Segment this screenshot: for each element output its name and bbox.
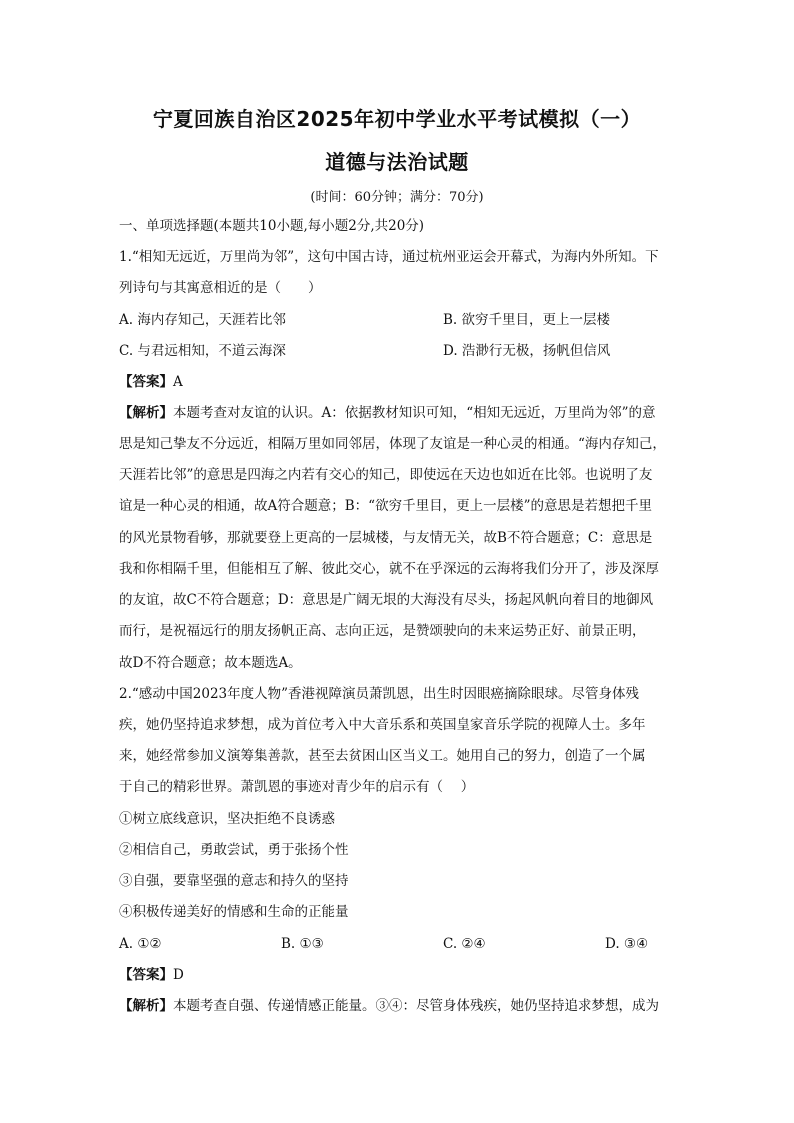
q1-analysis-line: 谊是一种心灵的相通，故A符合题意；B：“欲穷千里目，更上一层楼”的意思是若想把千里 <box>119 498 652 514</box>
q1-analysis-line: 的友谊，故C不符合题意；D：意思是广阔无垠的大海没有尽头，扬起风帆向着目的地御风 <box>119 592 654 608</box>
answer-label: 【答案】 <box>119 374 173 390</box>
q1-option-a: A. 海内存知己，天涯若比邻 <box>119 312 286 328</box>
q1-analysis-line: 思是知己挚友不分远近，相隔万里如同邻居，体现了友谊是一种心灵的相通。“海内存知己， <box>119 436 666 452</box>
q1-answer <box>119 372 183 392</box>
answer-value: D <box>173 967 184 983</box>
exam-time-info: (时间：60分钟；满分：70分) <box>310 190 484 205</box>
section-heading: 一、单项选择题(本题共10小题,每小题2分,共20分) <box>119 218 425 234</box>
q2-item: ②相信自己，勇敢尝试，勇于张扬个性 <box>119 842 349 858</box>
analysis-label: 【解析】 <box>119 998 173 1014</box>
q2-answer <box>119 965 184 985</box>
q2-option-d: D. ③④ <box>605 936 649 952</box>
q2-stem-line: 来，她经常参加义演筹集善款，甚至去贫困山区当义工。她用自己的努力，创造了一个属 <box>119 748 646 764</box>
q2-stem-line: 2.“感动中国2023年度人物”香港视障演员萧凯恩，出生时因眼癌摘除眼球。尽管身体残 <box>119 686 640 702</box>
q2-option-c: C. ②④ <box>443 936 486 952</box>
answer-value: A <box>173 374 183 390</box>
q1-analysis-line <box>119 403 656 423</box>
q1-option-b: B. 欲穷千里目，更上一层楼 <box>443 312 611 328</box>
answer-label: 【答案】 <box>119 967 173 983</box>
q1-analysis-line: 故D不符合题意；故本题选A。 <box>119 655 302 671</box>
q1-option-d: D. 浩渺行无极，扬帆但信风 <box>443 343 611 359</box>
q1-option-c: C. 与君远相知，不道云海深 <box>119 343 286 359</box>
q1-stem-line: 列诗句与其寓意相近的是（ ） <box>119 280 322 296</box>
q2-stem-line: 于自己的精彩世界。萧凯恩的事迹对青少年的启示有（ ） <box>119 779 475 795</box>
q2-option-a: A. ①② <box>119 936 162 952</box>
q1-analysis-line: 天涯若比邻”的意思是四海之内若有交心的知己，即使远在天边也如近在比邻。也说明了友 <box>119 467 653 483</box>
q1-analysis-line: 而行，是祝福远行的朋友扬帆正高、志向正远，是赞颂驶向的未来运势正好、前景正明， <box>119 623 646 639</box>
exam-subject: 道德与法治试题 <box>325 150 469 174</box>
q1-stem-line: 1.“相知无远近，万里尚为邻”，这句中国古诗，通过杭州亚运会开幕式，为海内外所知。下 <box>119 249 659 265</box>
q2-item: ③自强，要靠坚强的意志和持久的坚持 <box>119 873 349 889</box>
q2-item: ①树立底线意识，坚决拒绝不良诱惑 <box>119 811 335 827</box>
q2-stem-line: 疾，她仍坚持追求梦想，成为首位考入中大音乐系和英国皇家音乐学院的视障人士。多年 <box>119 717 646 733</box>
analysis-text: 本题考查自强、传递情感正能量。③④：尽管身体残疾，她仍坚持追求梦想，成为 <box>173 998 659 1014</box>
analysis-text: 本题考查对友谊的认识。A：依据教材知识可知，“相知无远近，万里尚为邻”的意 <box>173 405 656 421</box>
q2-analysis-line <box>119 996 659 1016</box>
exam-title: 宁夏回族自治区2025年初中学业水平考试模拟（一） <box>152 107 642 131</box>
q2-option-b: B. ①③ <box>281 936 324 952</box>
q2-item: ④积极传递美好的情感和生命的正能量 <box>119 904 349 920</box>
q1-analysis-line: 的风光景物看够，那就要登上更高的一层城楼，与友情无关，故B不符合题意；C：意思是 <box>119 530 653 546</box>
q1-analysis-line: 我和你相隔千里，但能相互了解、彼此交心，就不在乎深远的云海将我们分开了，涉及深厚 <box>119 561 659 577</box>
analysis-label: 【解析】 <box>119 405 173 421</box>
